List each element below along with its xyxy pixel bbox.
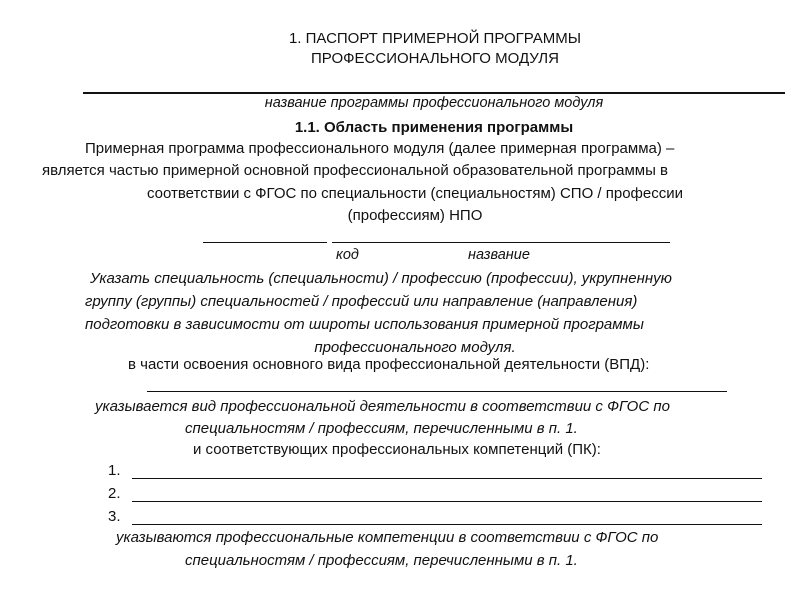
- instruction-specialty-line3: подготовки в зависимости от широты использования примерной программы: [85, 316, 644, 333]
- scope-paragraph-line3: соответствии с ФГОС по специальности (специальностям) СПО / профессии: [146, 185, 683, 202]
- instruction-specialty-line1: Указать специальность (специальности) / профессию (профессии), укрупненную: [90, 270, 672, 287]
- instruction-specialty-line4: профессионального модуля.: [314, 339, 516, 356]
- vpd-field-line: [147, 391, 727, 392]
- scope-paragraph-line4: (профессиям) НПО: [347, 207, 483, 224]
- competency-field-line: [132, 524, 762, 525]
- instruction-vpd-line1: указывается вид профессиональной деятельности в соответствии с ФГОС по: [95, 398, 670, 415]
- vpd-text: в части освоения основного вида профессиональной деятельности (ВПД):: [128, 356, 650, 373]
- competencies-text: и соответствующих профессиональных компетенций (ПК):: [193, 441, 601, 458]
- instruction-competencies-line2: специальностям / профессиям, перечисленными в п. 1.: [185, 552, 578, 569]
- instruction-specialty-line2: группу (группы) специальностей / профессий или направление (направления): [85, 293, 638, 310]
- instruction-competencies-line1: указываются профессиональные компетенции в соответствии с ФГОС по: [116, 529, 659, 546]
- instruction-vpd-line2: специальностям / профессиям, перечисленными в п. 1.: [185, 420, 578, 437]
- competency-item-number: 1.: [108, 462, 121, 479]
- competency-field-line: [132, 478, 762, 479]
- document-title-line1: 1. ПАСПОРТ ПРИМЕРНОЙ ПРОГРАММЫ: [288, 30, 582, 47]
- code-field-line: [203, 242, 327, 243]
- competency-item-number: 2.: [108, 485, 121, 502]
- program-name-caption: название программы профессионального модуля: [264, 95, 604, 111]
- document-title-line2: ПРОФЕССИОНАЛЬНОГО МОДУЛЯ: [311, 50, 559, 67]
- scope-paragraph-line1: Примерная программа профессионального модуля (далее примерная программа) –: [85, 140, 675, 157]
- name-field-line: [332, 242, 670, 243]
- code-caption: код: [336, 247, 359, 263]
- program-name-field-line: [83, 92, 785, 94]
- competency-field-line: [132, 501, 762, 502]
- scope-paragraph-line2: является частью примерной основной профессиональной образовательной программы в: [42, 162, 669, 179]
- competency-item-number: 3.: [108, 508, 121, 525]
- section-heading: 1.1. Область применения программы: [294, 119, 574, 136]
- name-caption: название: [468, 247, 530, 263]
